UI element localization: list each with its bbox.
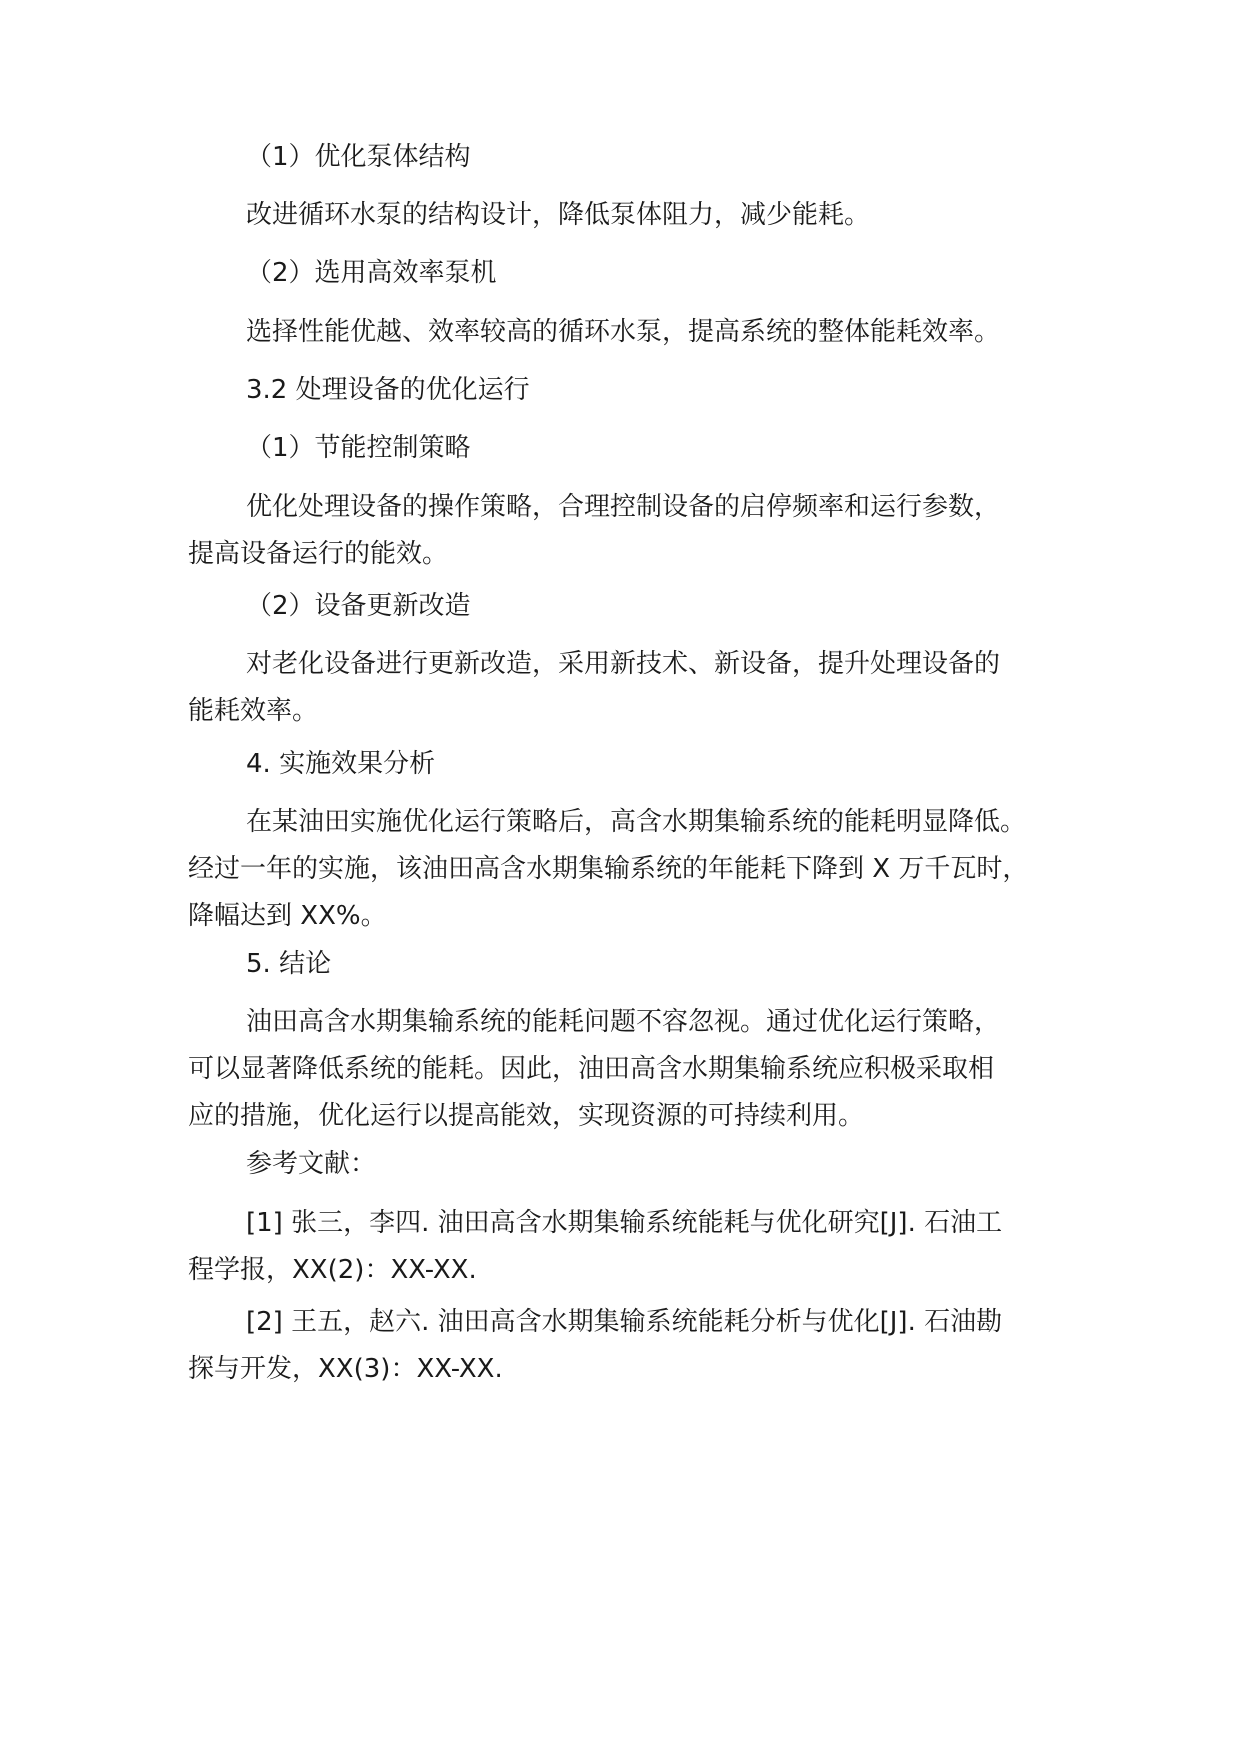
paragraph-line: 可以显著降低系统的能耗。因此，油田高含水期集输系统应积极采取相 — [188, 1054, 995, 1084]
paragraph-line: 优化处理设备的操作策略，合理控制设备的启停频率和运行参数， — [246, 492, 1001, 522]
paragraph-line: 参考文献： — [246, 1149, 377, 1179]
paragraph-line: 经过一年的实施，该油田高含水期集输系统的年能耗下降到 X 万千瓦时， — [188, 854, 1029, 884]
paragraph-line: 4. 实施效果分析 — [246, 749, 436, 779]
references-heading — [188, 1141, 1088, 1188]
paragraph-line: 改进循环水泵的结构设计，降低泵体阻力，减少能耗。 — [246, 200, 871, 230]
paragraph-line: [2] 王五，赵六. 油田高含水期集输系统能耗分析与优化[J]. 石油勘 — [246, 1307, 1003, 1337]
paragraph-line: 能耗效率。 — [188, 696, 319, 726]
paragraph-line: 5. 结论 — [246, 949, 332, 979]
paragraph-conclusion — [188, 999, 1088, 1140]
heading-optimize-pump-structure — [188, 134, 1088, 181]
heading-energy-saving-control — [188, 425, 1088, 472]
section-heading-3-2 — [188, 367, 1088, 414]
heading-equipment-renewal — [188, 583, 1088, 630]
paragraph-line: 油田高含水期集输系统的能耗问题不容忽视。通过优化运行策略， — [246, 1007, 1001, 1037]
paragraph-equipment-renewal — [188, 641, 1088, 735]
reference-item-1 — [188, 1200, 1088, 1294]
heading-high-efficiency-pump — [188, 250, 1088, 297]
paragraph-line: 降幅达到 XX%。 — [188, 901, 387, 931]
section-heading-4 — [188, 741, 1088, 788]
paragraph-line: 程学报，XX(2)：XX-XX. — [188, 1255, 477, 1285]
paragraph-line: （2）选用高效率泵机 — [246, 258, 497, 288]
paragraph-line: （1）优化泵体结构 — [246, 142, 471, 172]
paragraph-line: （1）节能控制策略 — [246, 433, 471, 463]
paragraph-line: 3.2 处理设备的优化运行 — [246, 375, 530, 405]
paragraph-pump-structure — [188, 192, 1088, 239]
paragraph-line: 对老化设备进行更新改造，采用新技术、新设备，提升处理设备的 — [246, 649, 1001, 679]
paragraph-line: 提高设备运行的能效。 — [188, 539, 449, 569]
paragraph-line: 在某油田实施优化运行策略后，高含水期集输系统的能耗明显降低。 — [246, 807, 1027, 837]
paragraph-line: （2）设备更新改造 — [246, 591, 471, 621]
paragraph-energy-saving-control — [188, 484, 1088, 578]
reference-item-2 — [188, 1299, 1088, 1393]
paragraph-line: [1] 张三，李四. 油田高含水期集输系统能耗与优化研究[J]. 石油工 — [246, 1208, 1003, 1238]
paragraph-line: 选择性能优越、效率较高的循环水泵，提高系统的整体能耗效率。 — [246, 317, 1001, 347]
paragraph-line: 应的措施，优化运行以提高能效，实现资源的可持续利用。 — [188, 1101, 865, 1131]
paragraph-implementation-effect — [188, 799, 1088, 940]
paragraph-line: 探与开发，XX(3)：XX-XX. — [188, 1354, 503, 1384]
paragraph-high-efficiency-pump — [188, 309, 1088, 356]
section-heading-5 — [188, 941, 1088, 988]
